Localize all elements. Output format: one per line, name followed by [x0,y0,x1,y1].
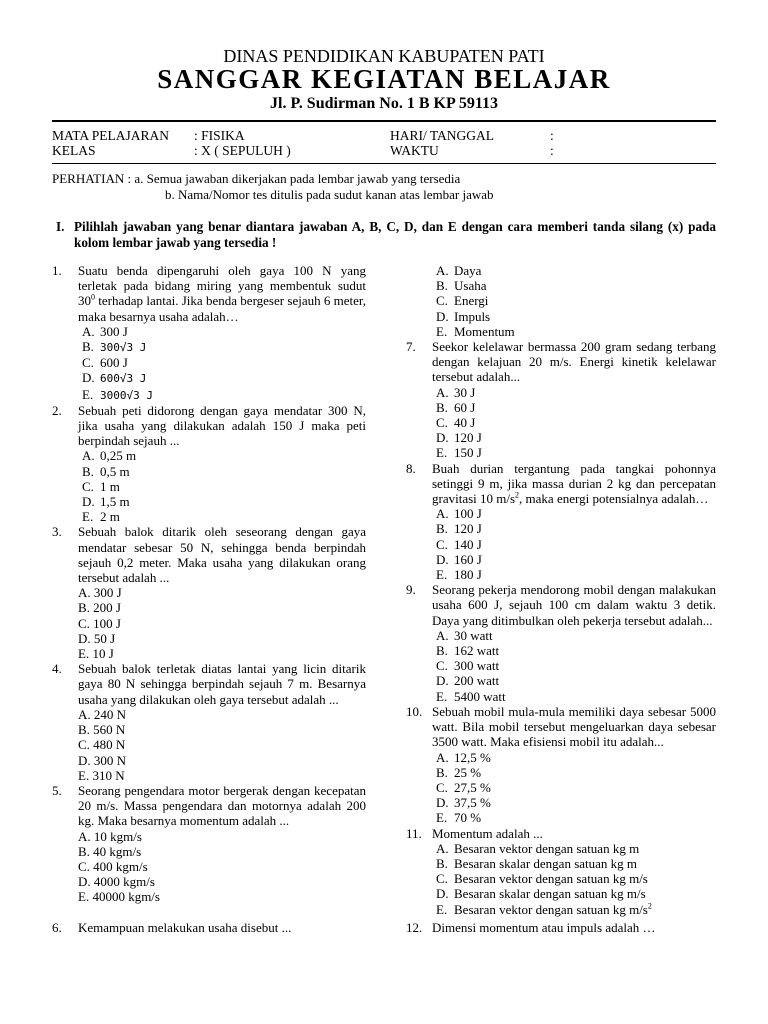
notice-block [52,171,494,203]
question-1 [52,263,366,324]
mapel-value: : FISIKA [194,128,245,143]
option-text: 160 J [454,551,482,567]
options-5 [52,829,366,905]
institution-address: Jl. P. Sudirman No. 1 B KP 59113 [270,95,498,112]
question-number: 8. [406,460,416,476]
option-e: E. Besaran vektor dengan satuan kg $m/s^2$ [436,901,652,917]
option-text: 120 J [454,430,482,446]
agency-name: DINAS PENDIDIKAN KABUPATEN PATI [223,46,545,66]
option-b: B. 25 % [436,764,482,780]
option-text: 37,5 % [454,795,491,811]
question-8 [406,461,716,507]
notice-a: PERHATIAN : a. Semua jawaban dikerjakan pada lembar jawab yang tersedia [52,171,461,186]
option-b: B. 40 kgm/s [78,843,142,859]
option-d: D. 160 J [436,551,482,567]
question-text-cont: , maka energi potensialnya adalah… [519,491,709,507]
option-c: C. 100 J [78,615,121,631]
option-text: 2 m [100,509,120,525]
option-text: 200 watt [454,673,500,689]
option-c: C. Energi [436,293,489,309]
option-text: 1,5 m [100,494,130,510]
question-text: Seorang pekerja mendorong mobil dengan malakukan usaha 600 J, sejauh 100 cm dalam waktu 3 detik. Daya yang ditimbulkan oleh pekerja tersebut adalah... [432,582,716,628]
question-number: 10. [406,703,423,719]
option-c: C. Besaran vektor dengan satuan kg m/s [436,871,648,887]
option-d: D. 4000 kgm/s [78,874,155,890]
option-a: A. 300 J [82,323,128,339]
option-b: B. 300√3 J [82,339,147,355]
question-text: Sebuah balok ditarik oleh seseorang dengan gaya mendatar sebesar 50 N, sehingga benda berpindah sejauh 0,2 meter. Maka usaha yang dilakukan orang tersebut adalah ... [78,524,366,586]
option-text: 12,5 % [454,749,491,765]
right-column [406,263,716,935]
option-d: D. 600√3 J [82,370,147,386]
option-b: B. 200 J [78,600,121,616]
question-2 [52,403,366,449]
options-9 [406,628,716,704]
option-d: D. 300 N [78,752,127,768]
option-c: C. 40 J [436,415,476,431]
option-d: D. 1,5 m [82,494,130,510]
question-number: 5. [52,782,62,798]
option-b: B. Besaran skalar dengan satuan kg m [436,855,638,871]
question-3 [52,524,366,585]
waktu-label: WAKTU [390,143,439,158]
option-text: 162 watt [454,643,500,659]
option-text: Besaran vektor dengan satuan kg m/s [454,871,648,887]
option-text: Besaran skalar dengan satuan kg m [454,855,638,871]
section-number: I. [56,219,65,234]
option-text: Impuls [454,308,491,324]
options-2 [52,448,366,524]
question-number: 7. [406,339,416,355]
question-text: Sebuah balok terletak diatas lantai yang licin ditarik gaya 80 N sehingga berpindah sejauh 7 m. Besarnya usaha yang dilakukan oleh gaya tersebut adalah ... [78,661,366,707]
options-8 [406,506,716,582]
options-10 [406,750,716,826]
superscript: 2 [647,901,652,911]
option-a: A. 30 J [436,384,476,400]
option-c: C. 1 m [82,478,120,494]
header-divider [52,120,716,122]
option-e: E. 5400 watt [436,688,506,704]
option-d: D. 120 J [436,430,482,446]
hari-value: : [550,128,554,143]
option-e: E. 3000√3 J [82,386,153,402]
question-11 [406,826,716,841]
section-instruction [56,219,716,251]
option-c: C. 140 J [436,536,482,552]
option-text: 0,25 m [100,448,137,464]
option-text: 5400 watt [454,688,506,704]
options-6 [406,263,716,339]
question-4 [52,661,366,707]
option-a: A. Daya [436,263,482,278]
option-text: 300√3 J [100,341,147,355]
question-12 [406,920,716,935]
superscript: 2 [515,490,520,500]
question-text: Buah durian tergantung pada tangkai pohonnya setinggi 9 m, jika massa durian 2 kg dan percepatan gravitasi 10 m/s [432,460,716,507]
option-e: E. 310 N [78,767,125,783]
option-b: B. 162 watt [436,643,500,659]
option-d: D. Besaran skalar dengan satuan kg m/s [436,886,646,902]
question-number: 4. [52,661,62,677]
option-text: 1 m [100,478,120,494]
option-text: 30 watt [454,627,493,643]
option-text: 3000√3 J [100,388,153,402]
options-11 [406,841,716,917]
question-text: Kemampuan melakukan usaha disebut ... [78,919,292,935]
section-text: Pilihlah jawaban yang benar diantara jawaban A, B, C, D, dan E dengan cara memberi tanda silang (x) pada kolom lembar jawab yang tersedia ! [74,219,716,250]
option-text: 60 J [454,399,476,415]
question-5 [52,783,366,829]
option-a: A. 10 kgm/s [78,828,142,844]
option-text: 150 J [454,445,482,461]
question-number: 6. [52,919,62,935]
question-text: Dimensi momentum atau impuls adalah … [432,919,656,935]
option-b: B. 60 J [436,399,476,415]
option-c: C. 27,5 % [436,779,491,795]
option-text: 300 watt [454,658,500,674]
question-text: Momentum adalah ... [432,825,543,841]
option-text: 30 J [454,384,476,400]
options-1 [52,324,366,403]
option-text: Besaran skalar dengan satuan kg m/s [454,886,646,902]
option-e: E. 10 J [78,646,114,662]
option-a: A. 30 watt [436,627,493,643]
option-e: E. Momentum [436,323,515,339]
option-text: 25 % [454,764,482,780]
option-a: A. 12,5 % [436,749,491,765]
hari-label: HARI/ TANGGAL [390,128,495,143]
option-b: B. 0,5 m [82,463,130,479]
question-number: 9. [406,582,416,598]
option-text: Usaha [454,278,487,294]
option-c: C. 600 J [82,355,128,371]
option-a: A. 240 N [78,706,127,722]
option-d: D. 50 J [78,630,116,646]
option-c: C. 400 kgm/s [78,858,148,874]
question-text: Suatu benda dipengaruhi oleh gaya 100 N yang terletak pada bidang miring yang membentuk sudut 30 [78,263,366,309]
question-text: Seekor kelelawar bermassa 200 gram sedang terbang dengan kelajuan 20 m/s. Energi kinetik kelelawar tersebut adalah... [432,339,716,385]
options-7 [406,385,716,461]
option-d: D. Impuls [436,308,491,324]
option-e: E. 2 m [82,509,120,525]
question-number: 3. [52,524,62,540]
option-text: Daya [454,263,482,278]
option-text: 600 J [100,355,128,371]
option-e: E. 70 % [436,810,482,826]
info-divider [52,163,716,164]
question-number: 2. [52,402,62,418]
option-c: C. 480 N [78,737,126,753]
notice-b: b. Nama/Nomor tes ditulis pada sudut kanan atas lembar jawab [165,187,494,202]
option-text: 100 J [454,506,482,522]
institution-name: SANGGAR KEGIATAN BELAJAR [157,64,611,94]
question-number: 1. [52,263,62,278]
question-number: 12. [406,919,423,935]
option-text: 0,5 m [100,463,130,479]
option-text: 70 % [454,810,482,826]
option-b: B. Usaha [436,278,487,294]
option-a: A. 300 J [78,585,122,601]
option-a: A. 0,25 m [82,448,137,464]
option-text: Energi [454,293,489,309]
question-text: Seorang pengendara motor bergerak dengan kecepatan 20 m/s. Massa pengendara dan motornya adalah 200 kg. Maka besarnya momentum adalah ... [78,782,366,829]
option-b: B. 120 J [436,521,482,537]
option-d: D. 200 watt [436,673,500,689]
question-7 [406,339,716,385]
option-e: E. 150 J [436,445,482,461]
option-text: 300 J [100,323,128,339]
option-c: C. 300 watt [436,658,500,674]
left-column [52,263,366,935]
options-3 [52,585,366,661]
option-text: 140 J [454,536,482,552]
option-text: 27,5 % [454,779,491,795]
options-4 [52,707,366,783]
question-text: Sebuah mobil mula-mula memiliki daya sebesar 5000 watt. Bila mobil tersebut mengeluarkan daya sebesar 3500 watt. Maka efisiensi mobil itu adalah... [432,703,716,750]
waktu-value: : [550,143,554,158]
option-text: 40 J [454,415,476,431]
question-number: 11. [406,825,422,841]
option-text: 180 J [454,567,482,583]
option-e: E. 180 J [436,567,482,583]
question-text: Sebuah peti didorong dengan gaya mendatar 300 N, jika usaha yang dilakukan adalah 150 J maka peti berpindah sejauh ... [78,402,366,449]
option-d: D. 37,5 % [436,795,491,811]
question-10 [406,704,716,750]
question-text-cont: terhadap lantai. Jika benda bergeser sejauh 6 meter, maka besarnya usaha adalah… [78,293,366,324]
question-9 [406,582,716,628]
superscript: 0 [91,293,95,303]
option-text: Besaran vektor dengan satuan kg m/s [454,901,648,917]
kelas-value: : X ( SEPULUH ) [194,143,291,158]
option-text: 120 J [454,521,482,537]
option-e: E. 40000 kgm/s [78,889,160,905]
kelas-label: KELAS [52,143,96,158]
option-text: Momentum [454,323,515,339]
mapel-label: MATA PELAJARAN [52,128,170,143]
option-a: A. 100 J [436,506,482,522]
option-a: A. Besaran vektor dengan satuan kg m [436,840,640,856]
question-6 [52,920,366,935]
option-b: B. 560 N [78,722,126,738]
option-text: 600√3 J [100,372,147,386]
option-text: Besaran vektor dengan satuan kg m [454,840,640,856]
